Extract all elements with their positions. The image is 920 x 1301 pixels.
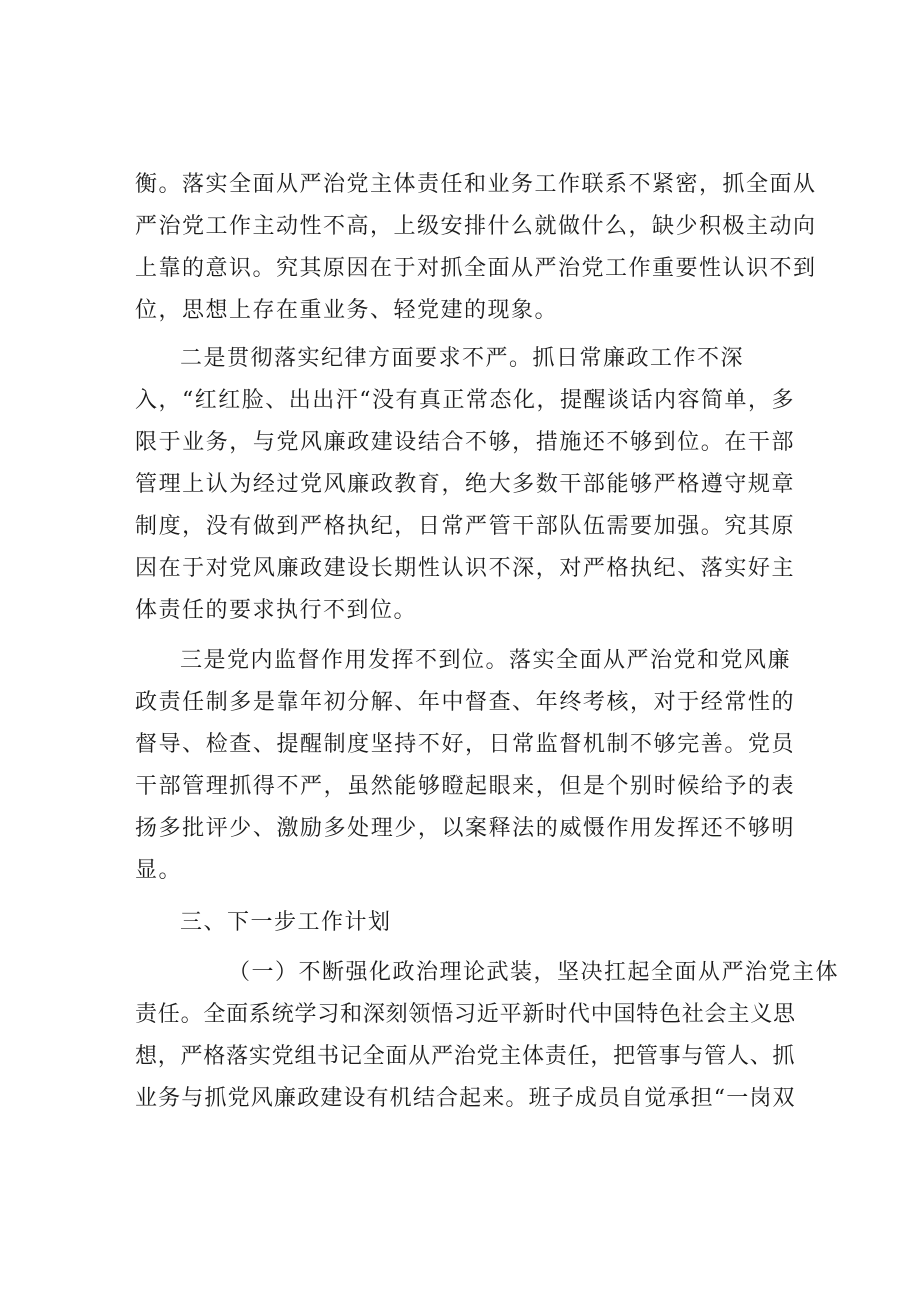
paragraph-2-line-2: 入，“红红脸、出出汗“没有真正常态化，提醒谈话内容简单，多 (135, 388, 795, 413)
paragraph-4-line-2: 责任。全面系统学习和深刻领悟习近平新时代中国特色社会主义思 (135, 1002, 795, 1027)
paragraph-3-line-3: 督导、检查、提醒制度坚持不好，日常监督机制不够完善。党员 (135, 732, 795, 757)
paragraph-4-line-4: 业务与抓党风廉政建设有机结合起来。班子成员自觉承担“一岗双 (135, 1086, 795, 1111)
paragraph-3-line-4: 干部管理抓得不严，虽然能够瞪起眼来，但是个别时候给予的表 (135, 774, 795, 799)
paragraph-2-line-6: 因在于对党风廉政建设长期性认识不深，对严格执纪、落实好主 (135, 556, 795, 581)
section-heading: 三、下一步工作计划 (180, 910, 392, 935)
paragraph-3-line-2: 政责任制多是靠年初分解、年中督查、年终考核，对于经常性的 (135, 690, 795, 715)
paragraph-2-line-1: 二是贯彻落实纪律方面要求不严。抓日常廉政工作不深 (180, 346, 745, 371)
paragraph-4-line-3: 想，严格落实党组书记全面从严治党主体责任，把管事与管人、抓 (135, 1044, 795, 1069)
paragraph-1-line-1: 衡。落实全面从严治党主体责任和业务工作联系不紧密，抓全面从 (135, 172, 817, 197)
paragraph-2-line-4: 管理上认为经过党风廉政教育，绝大多数干部能够严格遵守规章 (135, 472, 795, 497)
paragraph-1-line-2: 严治党工作主动性不高，上级安排什么就做什么，缺少积极主动向 (135, 214, 817, 239)
paragraph-4-line-1: （一）不断强化政治理论武装，坚决扛起全面从严治党主体 (228, 960, 840, 985)
paragraph-2-line-7: 体责任的要求执行不到位。 (135, 598, 418, 623)
paragraph-1-line-4: 位，思想上存在重业务、轻党建的现象。 (135, 298, 559, 323)
paragraph-2-line-5: 制度，没有做到严格执纪，日常严管干部队伍需要加强。究其原 (135, 514, 795, 539)
paragraph-3-line-1: 三是党内监督作用发挥不到位。落实全面从严治党和党风廉 (180, 648, 792, 673)
paragraph-1-line-3: 上靠的意识。究其原因在于对抓全面从严治党工作重要性认识不到 (135, 256, 817, 281)
paragraph-2-line-3: 限于业务，与党风廉政建设结合不够，措施还不够到位。在干部 (135, 430, 795, 455)
paragraph-3-line-5: 扬多批评少、激励多处理少，以案释法的威慑作用发挥还不够明 (135, 816, 795, 841)
paragraph-3-line-6: 显。 (135, 858, 183, 883)
